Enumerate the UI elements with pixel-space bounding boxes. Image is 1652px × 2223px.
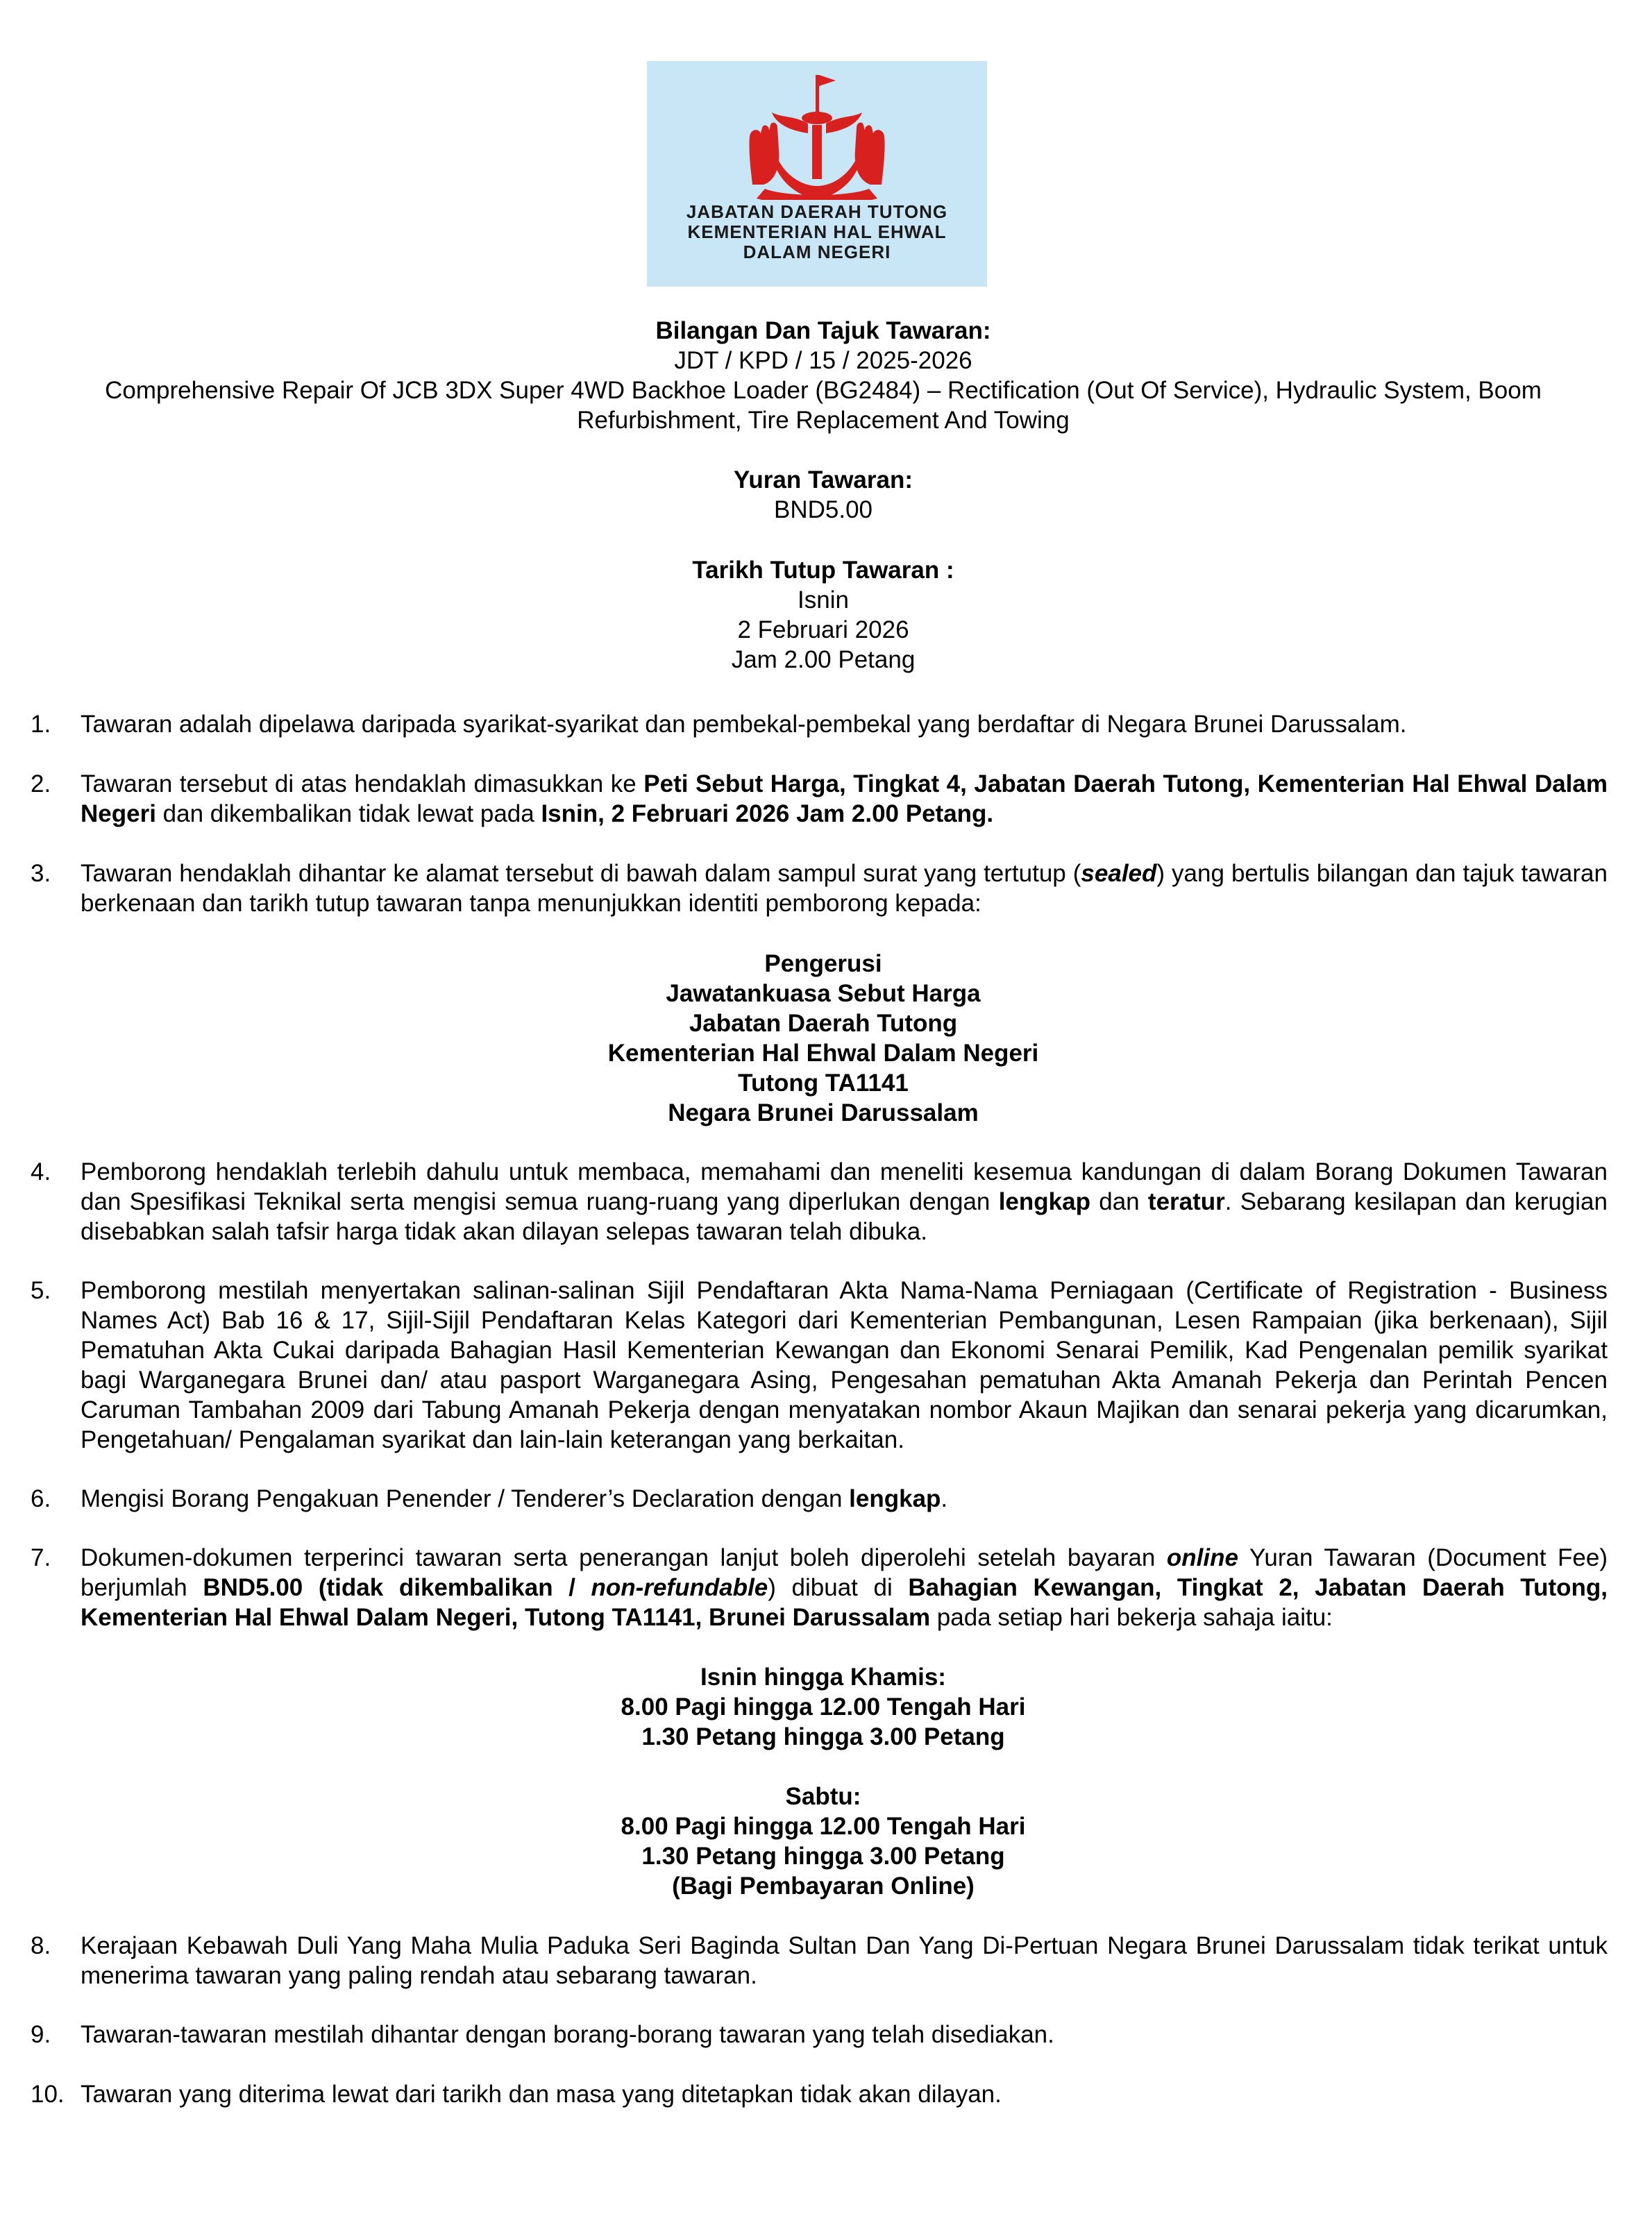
fee-label: Yuran Tawaran: — [733, 466, 913, 493]
saturday-label: Sabtu: — [785, 1783, 861, 1810]
item-number: 10. — [31, 2081, 65, 2108]
weekday-afternoon: 1.30 Petang hingga 3.00 Petang — [641, 1723, 1005, 1750]
address-line-4: Kementerian Hal Ehwal Dalam Negeri — [607, 1040, 1039, 1067]
item-number: 5. — [31, 1277, 51, 1304]
saturday-note: (Bagi Pembayaran Online) — [672, 1873, 975, 1900]
saturday-afternoon: 1.30 Petang hingga 3.00 Petang — [641, 1843, 1005, 1870]
item-number: 9. — [31, 2021, 51, 2048]
saturday-morning: 8.00 Pagi hingga 12.00 Tengah Hari — [621, 1813, 1026, 1840]
item-number: 4. — [31, 1158, 51, 1185]
address-block — [39, 949, 1608, 1128]
department-logo — [647, 61, 987, 287]
closing-day: Isnin — [798, 586, 849, 614]
item-text: Tawaran hendaklah dihantar ke alamat tersebut di bawah dalam sampul surat yang tertutup (sealed) yang bertulis bilangan dan tajuk tawaran berkenaan dan tarikh tutup tawaran tanpa menunjukkan identiti pemborong kepada: — [81, 860, 1608, 917]
address-line-5: Tutong TA1141 — [738, 1070, 909, 1097]
item-number: 2. — [31, 770, 51, 797]
working-hours-saturday — [39, 1782, 1608, 1901]
item-number: 1. — [31, 711, 51, 738]
item-text: Tawaran tersebut di atas hendaklah dimasukkan ke Peti Sebut Harga, Tingkat 4, Jabatan Daerah Tutong, Kementerian Hal Ehwal Dalam Negeri dan dikembalikan tidak lewat pada Isnin, 2 Februari 2026 Jam 2.00 Petang. — [81, 770, 1608, 827]
address-line-6: Negara Brunei Darussalam — [668, 1099, 979, 1126]
item-number: 3. — [31, 860, 51, 887]
item-text: Tawaran yang diterima lewat dari tarikh dan masa yang ditetapkan tidak akan dilayan. — [81, 2081, 1002, 2108]
address-line-3: Jabatan Daerah Tutong — [689, 1010, 958, 1037]
tender-title-label: Bilangan Dan Tajuk Tawaran: — [655, 317, 991, 344]
tender-fee — [39, 465, 1608, 525]
tender-title-line-2: Refurbishment, Tire Replacement And Towing — [577, 407, 1070, 434]
item-number: 7. — [31, 1544, 51, 1571]
item-text: Kerajaan Kebawah Duli Yang Maha Mulia Paduka Seri Baginda Sultan Dan Yang Di-Pertuan Negara Brunei Darussalam tidak terikat untuk menerima tawaran yang paling rendah atau sebarang tawaran. — [81, 1932, 1608, 1989]
closing-date-block — [39, 555, 1608, 675]
item-text: Mengisi Borang Pengakuan Penender / Tenderer’s Declaration dengan lengkap. — [81, 1485, 948, 1512]
closing-label: Tarikh Tutup Tawaran : — [692, 557, 954, 584]
brunei-crest-icon — [647, 61, 987, 200]
item-text: Tawaran-tawaran mestilah dihantar dengan borang-borang tawaran yang telah disediakan. — [81, 2021, 1054, 2048]
item-text: Tawaran adalah dipelawa daripada syarikat-syarikat dan pembekal-pembekal yang berdaftar di Negara Brunei Darussalam. — [81, 711, 1407, 738]
item-number: 8. — [31, 1932, 51, 1959]
item-text: Pemborong mestilah menyertakan salinan-salinan Sijil Pendaftaran Akta Nama-Nama Perniagaan (Certificate of Registration - Business Names Act) Bab 16 & 17, Sijil-Sijil Pendaftaran Kelas Kategori dari Kementerian Pembangunan, Lesen Rampaian (jika berkenaan), Sijil Pematuhan Akta Cukai daripada Bahagian Hasil Kementerian Kewangan dan Ekonomi Senarai Pemilik, Kad Pengenalan pemilik syarikat bagi Warganegara Brunei dan/ atau pasport Warganegara Asing, Pengesahan pematuhan Akta Amanah Pekerja dan Perintah Pencen Caruman Tambahan 2009 dari Tabung Amanah Pekerja dengan menyatakan nombor Akaun Majikan dan senarai pekerja yang dicarumkan, Pengetahuan/ Pengalaman syarikat dan lain-lain keterangan yang berkaitan. — [81, 1277, 1608, 1453]
address-line-2: Jawatankuasa Sebut Harga — [666, 980, 981, 1007]
logo-line-1: JABATAN DAERAH TUTONG — [686, 201, 948, 222]
closing-time: Jam 2.00 Petang — [731, 646, 916, 673]
logo-line-3: DALAM NEGERI — [743, 242, 891, 262]
tender-reference: JDT / KPD / 15 / 2025-2026 — [674, 347, 972, 374]
tender-header — [39, 316, 1608, 435]
item-text: Pemborong hendaklah terlebih dahulu untuk membaca, memahami dan meneliti kesemua kandungan di dalam Borang Dokumen Tawaran dan Spesifikasi Teknikal serta mengisi semua ruang-ruang yang diperlukan dengan lengkap dan teratur. Sebarang kesilapan dan kerugian disebabkan salah tafsir harga tidak akan dilayan selepas tawaran telah dibuka. — [81, 1158, 1608, 1245]
item-text: Dokumen-dokumen terperinci tawaran serta penerangan lanjut boleh diperolehi setelah bayaran online Yuran Tawaran (Document Fee) berjumlah BND5.00 (tidak dikembalikan / non-refundable) dibuat di Bahagian Kewangan, Tingkat 2, Jabatan Daerah Tutong, Kementerian Hal Ehwal Dalam Negeri, Tutong TA1141, Brunei Darussalam pada setiap hari bekerja sahaja iaitu: — [81, 1544, 1608, 1631]
fee-value: BND5.00 — [773, 496, 873, 523]
item-number: 6. — [31, 1485, 51, 1512]
logo-line-2: KEMENTERIAN HAL EHWAL — [687, 221, 947, 242]
weekday-morning: 8.00 Pagi hingga 12.00 Tengah Hari — [621, 1693, 1026, 1721]
working-hours-weekday — [39, 1662, 1608, 1752]
weekday-label: Isnin hingga Khamis: — [700, 1664, 946, 1691]
tender-title-line-1: Comprehensive Repair Of JCB 3DX Super 4WD Backhoe Loader (BG2484) – Rectification (Out Of Service), Hydraulic System, Boom — [105, 377, 1542, 404]
closing-date: 2 Februari 2026 — [737, 616, 909, 643]
address-line-1: Pengerusi — [764, 950, 882, 977]
